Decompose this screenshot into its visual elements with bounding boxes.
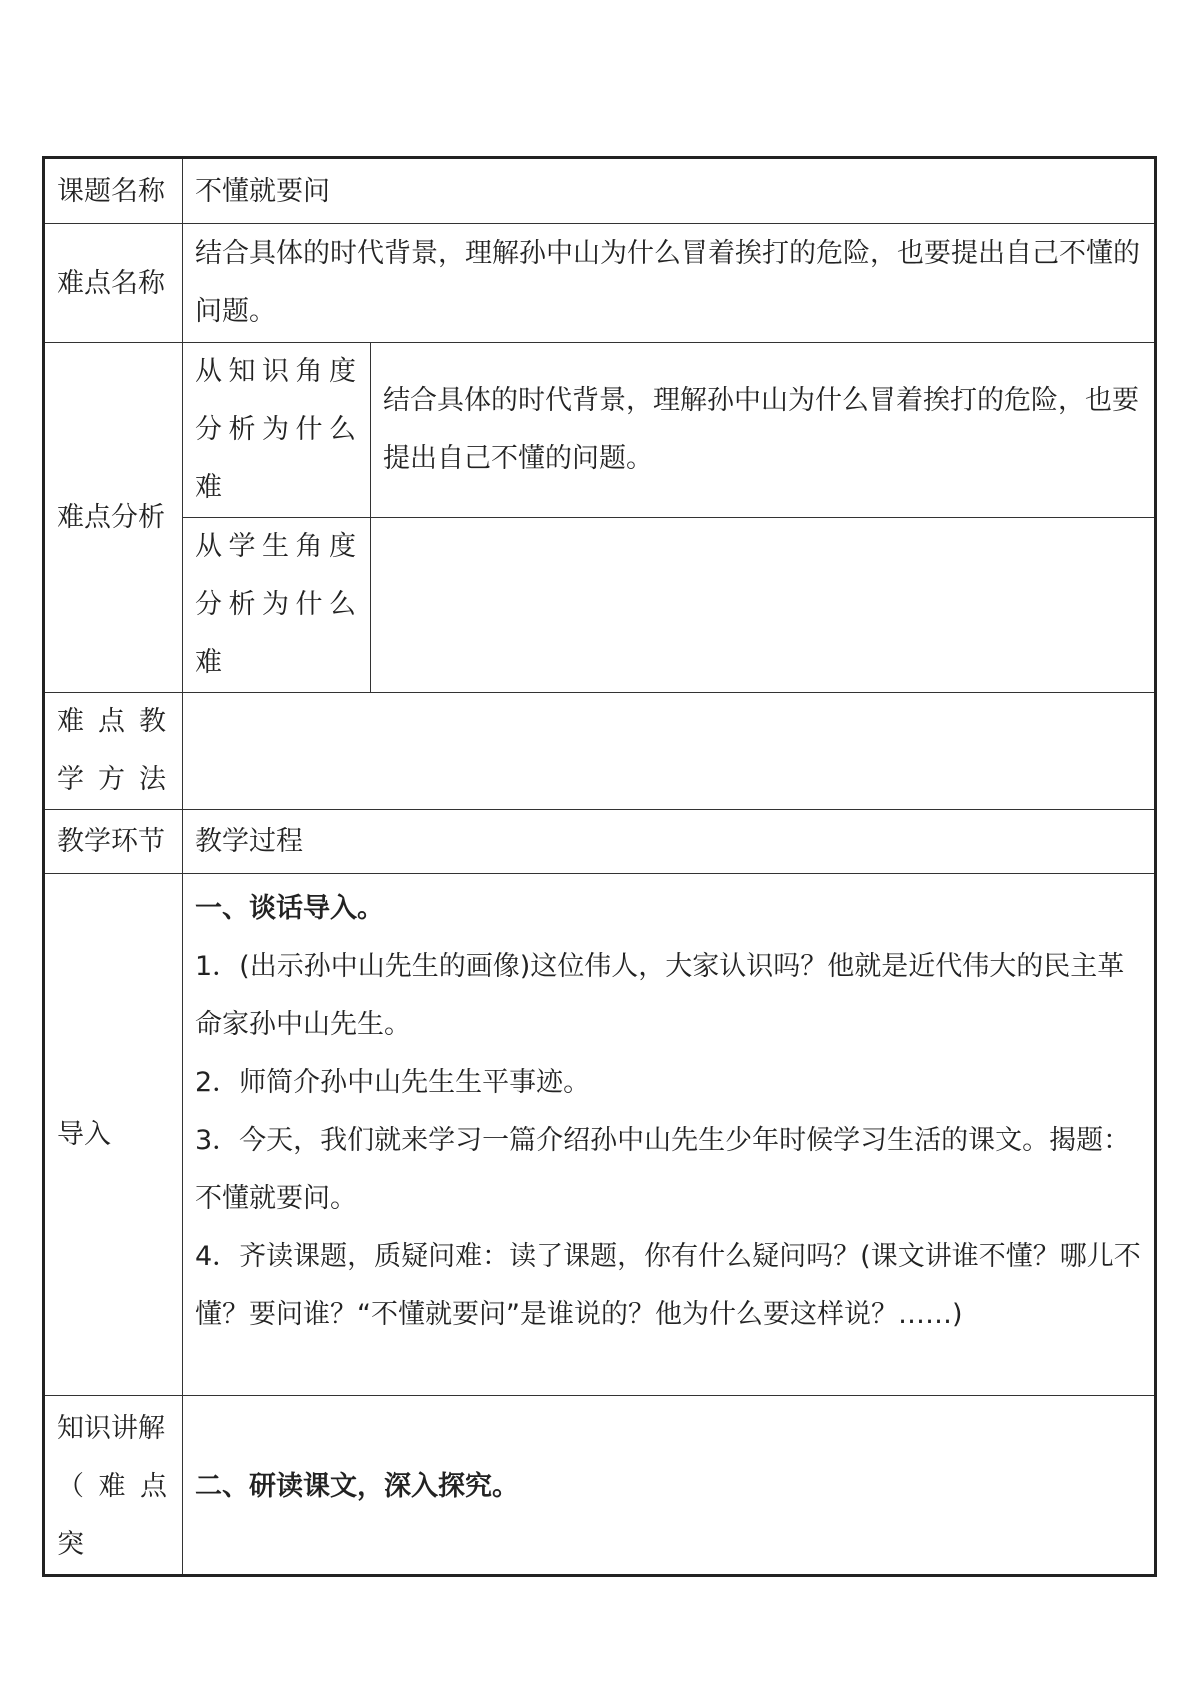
intro-item-4: 4．齐读课题，质疑问难：读了课题，你有什么疑问吗？(课文讲谁不懂？哪儿不懂？要问谁？“不懂就要问”是谁说的？他为什么要这样说？……) [195, 1241, 1141, 1330]
analysis-student-label: 从学生角度分析为什么难 [183, 518, 371, 693]
row-difficulty [44, 224, 1156, 343]
analysis-label: 难点分析 [44, 343, 183, 693]
topic-label: 课题名称 [44, 158, 183, 224]
intro-label: 导入 [44, 874, 183, 1396]
row-method [44, 693, 1156, 810]
difficulty-value: 结合具体的时代背景，理解孙中山为什么冒着挨打的危险，也要提出自己不懂的问题。 [183, 224, 1156, 343]
intro-content [183, 874, 1156, 1396]
intro-item-1: 1．(出示孙中山先生的画像)这位伟人，大家认识吗？他就是近代伟大的民主革命家孙中山先生。 [195, 951, 1125, 1040]
topic-value: 不懂就要问 [183, 158, 1156, 224]
header-step-label: 教学环节 [44, 810, 183, 874]
method-value [183, 693, 1156, 810]
header-process-label: 教学过程 [183, 810, 1156, 874]
row-knowledge [44, 1396, 1156, 1576]
intro-item-3: 3．今天，我们就来学习一篇介绍孙中山先生少年时候学习生活的课文。揭题：不懂就要问。 [195, 1125, 1131, 1214]
knowledge-content [183, 1396, 1156, 1576]
analysis-knowledge-label: 从知识角度分析为什么难 [183, 343, 371, 518]
knowledge-label [44, 1396, 183, 1576]
analysis-student-value [371, 518, 1156, 693]
intro-heading: 一、谈话导入。 [195, 893, 384, 924]
knowledge-label-line2: （难点突 [57, 1471, 170, 1560]
lesson-plan-table [42, 156, 1157, 1577]
row-analysis-student [44, 518, 1156, 693]
row-topic [44, 158, 1156, 224]
method-label: 难点教学方法 [44, 693, 183, 810]
knowledge-heading: 二、研读课文，深入探究。 [195, 1471, 519, 1502]
knowledge-label-line1: 知识讲解 [57, 1413, 165, 1444]
difficulty-label: 难点名称 [44, 224, 183, 343]
intro-item-2: 2．师简介孙中山先生生平事迹。 [195, 1067, 591, 1098]
row-analysis-knowledge [44, 343, 1156, 518]
row-intro [44, 874, 1156, 1396]
analysis-knowledge-value: 结合具体的时代背景，理解孙中山为什么冒着挨打的危险，也要提出自己不懂的问题。 [371, 343, 1156, 518]
row-section-header [44, 810, 1156, 874]
